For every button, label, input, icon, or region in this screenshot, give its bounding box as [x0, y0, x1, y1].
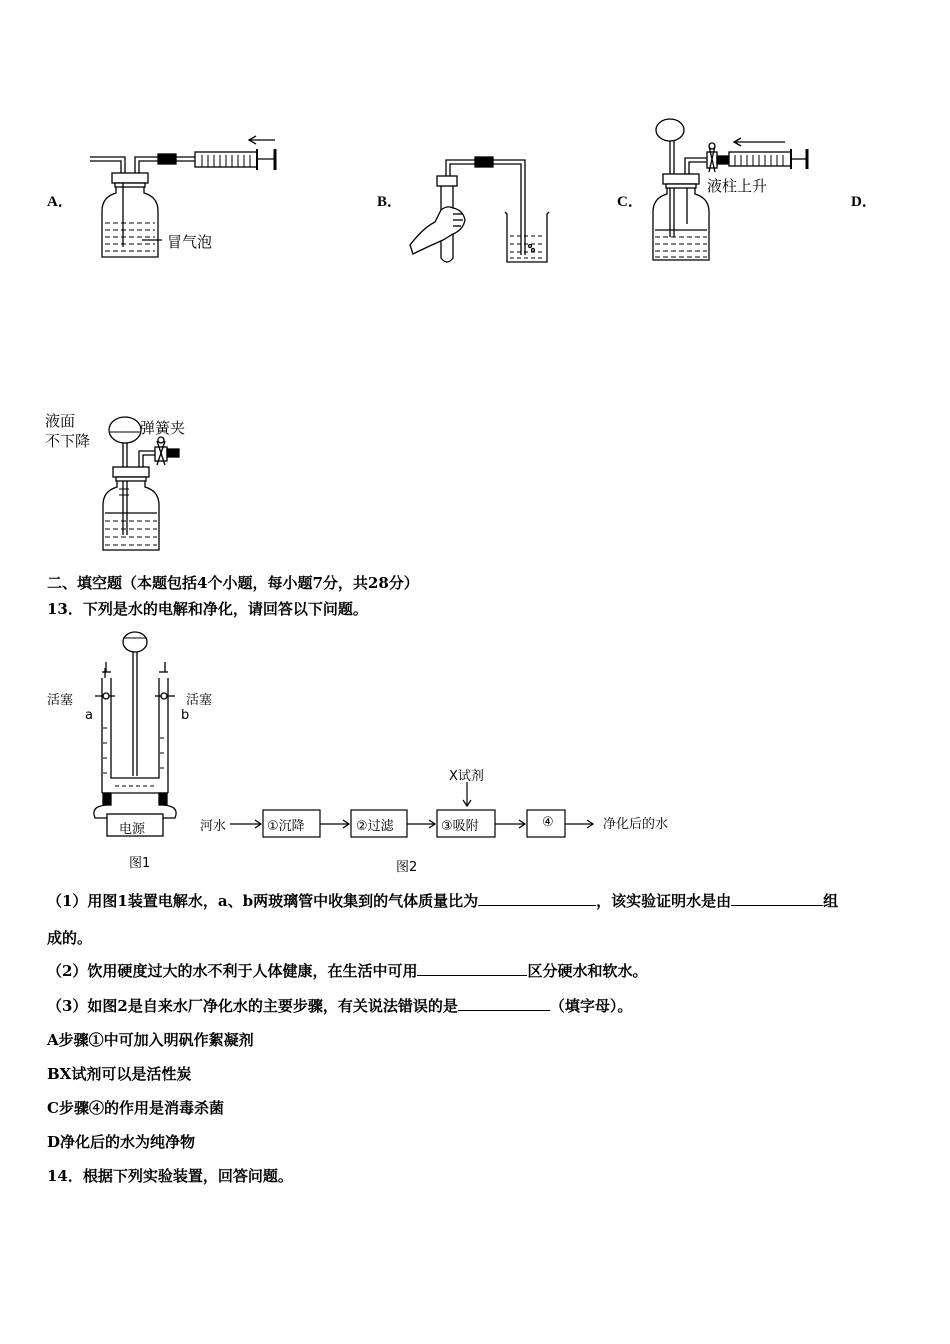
figure-1-caption: 图1 [129, 856, 151, 871]
power-label: 电源 [119, 822, 146, 837]
step3-label: ③吸附 [441, 819, 479, 834]
reagent-label: X试剂 [449, 769, 484, 784]
sub-question-2 [47, 960, 647, 981]
option-c-letter: C． [617, 194, 643, 210]
step4-label: ④ [542, 815, 554, 830]
answer-blank-mass-ratio[interactable] [478, 891, 596, 906]
figure-b-apparatus [405, 150, 565, 270]
output-label: 净化后的水 [603, 817, 669, 832]
choice-c: C步骤④的作用是消毒杀菌 [47, 1099, 224, 1117]
bubble-label: 冒气泡 [167, 233, 213, 251]
question-14-stem: 14．根据下列实验装置，回答问题。 [47, 1167, 293, 1185]
sub-question-1-continued: 成的。 [47, 929, 93, 947]
figure-2-caption: 图2 [396, 860, 418, 875]
answer-blank-wrong-choice[interactable] [458, 996, 550, 1011]
sub-question-2-text-a: （2）饮用硬度过大的水不利于人体健康，在生活中可用 [47, 962, 418, 980]
choice-a: A步骤①中可加入明矾作絮凝剂 [47, 1031, 254, 1049]
level-label-line2: 不下降 [45, 432, 91, 450]
source-label: 河水 [200, 819, 227, 834]
answer-blank-composition[interactable] [731, 891, 823, 906]
step2-label: ②过滤 [356, 819, 394, 834]
sub-question-3-text-b: （填字母）。 [549, 997, 633, 1015]
rise-label: 液柱上升 [707, 177, 768, 195]
left-valve-label: 活塞 [47, 693, 74, 708]
tube-b-label: b [181, 708, 190, 723]
choice-d: D净化后的水为纯净物 [47, 1133, 196, 1151]
figure-1-electrolysis [85, 628, 195, 838]
sub-question-1-text-c: 组 [823, 892, 839, 910]
level-label [45, 411, 90, 451]
sub-question-2-text-b: 区分硬水和软水。 [527, 962, 648, 980]
sub-question-3 [47, 995, 632, 1016]
clamp-label: 弹簧夹 [140, 419, 186, 437]
option-a-letter: A． [47, 194, 73, 210]
tube-a-label: a [85, 708, 93, 723]
section-heading: 二、填空题（本题包括4个小题，每小题7分，共28分） [47, 574, 419, 592]
sub-question-1-text-b: ，该实验证明水是由 [596, 892, 732, 910]
step1-label: ①沉降 [267, 819, 305, 834]
level-label-line1: 液面 [45, 412, 76, 430]
answer-blank-hardness[interactable] [417, 961, 527, 976]
sub-question-1-text-a: （1）用图1装置电解水，a、b两玻璃管中收集到的气体质量比为 [47, 892, 479, 910]
option-b-letter: B． [377, 194, 403, 210]
question-13-stem: 13．下列是水的电解和净化，请回答以下问题。 [47, 600, 368, 618]
sub-question-3-text-a: （3）如图2是自来水厂净化水的主要步骤，有关说法错误的是 [47, 997, 458, 1015]
right-valve-label: 活塞 [186, 693, 213, 708]
option-d-letter: D． [851, 194, 877, 210]
sub-question-1 [47, 890, 838, 911]
choice-b: BX试剂可以是活性炭 [47, 1065, 192, 1083]
